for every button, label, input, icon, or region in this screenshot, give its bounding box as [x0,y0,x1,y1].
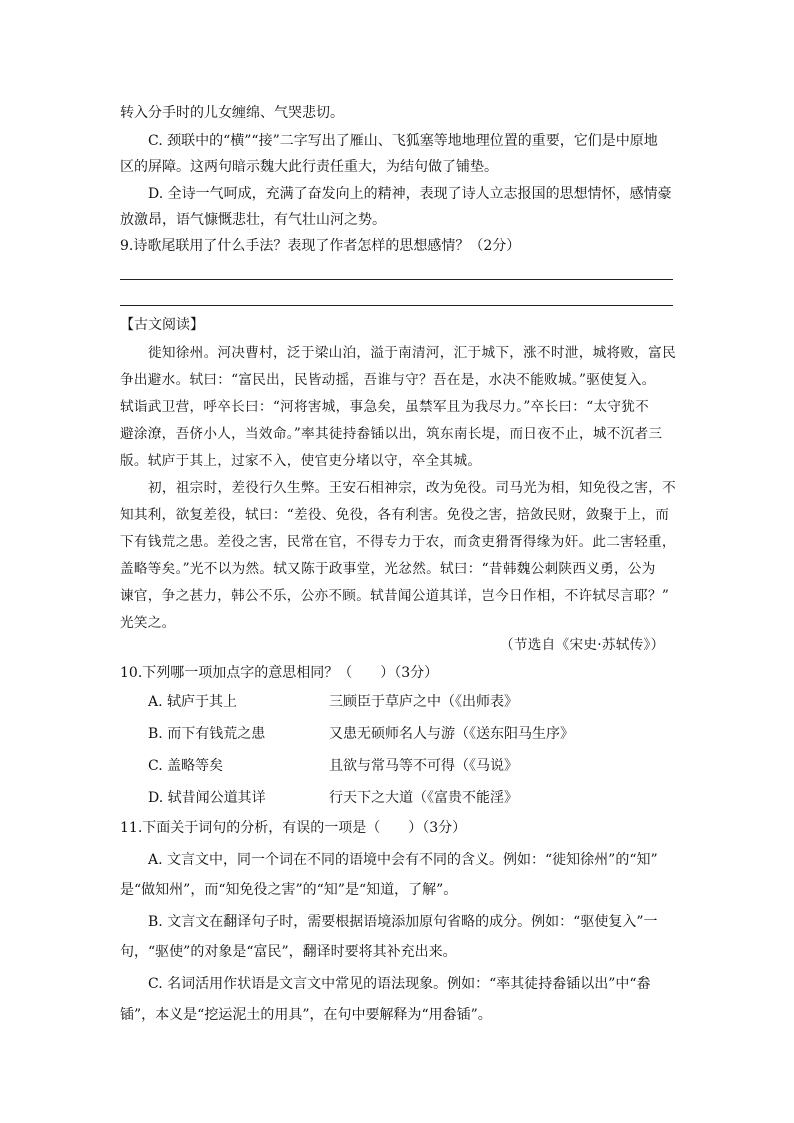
passage-p1-line1: 徙知徐州。河决曹村，泛于梁山泊，溢于南清河，汇于城下，涨不时泄，城将败，富民 [148,345,676,361]
q11-option-b-line2: 句，“驱使”的对象是“富民”，翻译时要将其补充出来。 [120,944,457,960]
passage-p1-line3: 轼诣武卫营，呼卒长曰：“河将害城，事急矣，虽禁军且为我尽力。”卒长曰：“太守犹不 [120,399,650,415]
reading-heading: 【古文阅读】 [120,317,204,333]
q8-continuation-text: 转入分手时的儿女缠绵、气哭悲切。 [120,105,344,121]
q10-option-a-left[interactable]: A. 轼庐于其上 [148,694,238,710]
passage-p2-line3: 下有钱荒之患。差役之害，民常在官，不得专力于农，而贪吏猾胥得缘为奸。此二害轻重， [120,534,676,550]
q8-option-d-line2: 放激昂，语气慷慨悲壮，有气壮山河之势。 [120,212,386,228]
q10-option-b-right: 又患无硕师名人与游（《送东阳马生序》 [329,726,574,742]
q11-option-a-line1[interactable]: A. 文言文中，同一个词在不同的语境中会有不同的含义。例如：“徙知徐州”的“知” [148,852,658,868]
passage-p2-line4: 盖略等矣。”光不以为然。轼又陈于政事堂，光忿然。轼曰：“昔韩魏公刺陕西义勇，公为 [120,561,656,577]
q8-option-c-line2: 区的屏障。这两句暗示魏大此行责任重大，为结句做了铺垫。 [120,159,498,175]
answer-line-2[interactable] [120,305,673,306]
q11-question: 11.下面关于词句的分析，有误的一项是（ ）（3分） [120,820,467,836]
q11-option-b-line1[interactable]: B. 文言文在翻译句子时，需要根据语境添加原句省略的成分。例如：“驱使复入”一 [148,914,658,930]
q11-option-c-line2: 锸”，本义是“挖运泥土的用具”，在句中要解释为“用畚锸”。 [120,1007,492,1023]
q10-option-d-left[interactable]: D. 轼昔闻公道其详 [148,790,266,806]
passage-p2-line2: 知其利，欲复差役，轼曰：“差役、免役，各有利害。免役之害，掊敛民财，敛聚于上，而 [120,507,670,523]
passage-p1-line5: 版。轼庐于其上，过家不入，使官吏分堵以守，卒全其城。 [120,453,482,469]
q10-option-d-right: 行天下之大道（《富贵不能淫》 [329,790,518,806]
q10-option-c-right: 且欲与常马等不可得（《马说》 [329,758,518,774]
q11-option-c-line1[interactable]: C. 名词活用作状语是文言文中常见的语法现象。例如：“率其徒持畚锸以出”中“畚 [148,976,651,992]
answer-line-1[interactable] [120,279,673,280]
passage-p2-line5: 谏官，争之甚力，韩公不乐，公亦不顾。轼昔闻公道其详，岂今日作相，不许轼尽言耶？” [120,588,670,604]
passage-source: （节选自《宋史·苏轼传》） [500,637,665,653]
q9-question: 9.诗歌尾联用了什么手法？表现了作者怎样的思想感情？（2分） [120,238,521,254]
q8-option-d-line1: D. 全诗一气呵成，充满了奋发向上的精神，表现了诗人立志报国的思想情怀，感情豪 [148,186,672,202]
passage-p1-line4: 避涂潦，吾侪小人，当效命。”率其徒持畚锸以出，筑东南长堤，而日夜不止，城不沉者三 [120,426,663,442]
q10-option-b-left[interactable]: B. 而下有钱荒之患 [148,726,266,742]
q10-question: 10.下列哪一项加点字的意思相同？（ ）（3分） [120,665,439,681]
q10-option-c-left[interactable]: C. 盖略等矣 [148,758,224,774]
q10-option-a-right: 三顾臣于草庐之中（《出师表》 [329,694,518,710]
q8-option-c-line1: C. 颈联中的“横”“接”二字写出了雁山、飞狐塞等地地理位置的重要，它们是中原地 [148,133,658,149]
passage-p2-line1: 初，祖宗时，差役行久生弊。王安石相神宗，改为免役。司马光为相，知免役之害，不 [148,480,676,496]
passage-p2-line6: 光笑之。 [120,615,176,631]
passage-p1-line2: 争出避水。轼曰：“富民出，民皆动摇，吾谁与守？吾在是，水决不能败城。”驱使复入。 [120,372,656,388]
q11-option-a-line2: 是“做知州”，而“知免役之害”的“知”是“知道，了解”。 [120,882,458,898]
